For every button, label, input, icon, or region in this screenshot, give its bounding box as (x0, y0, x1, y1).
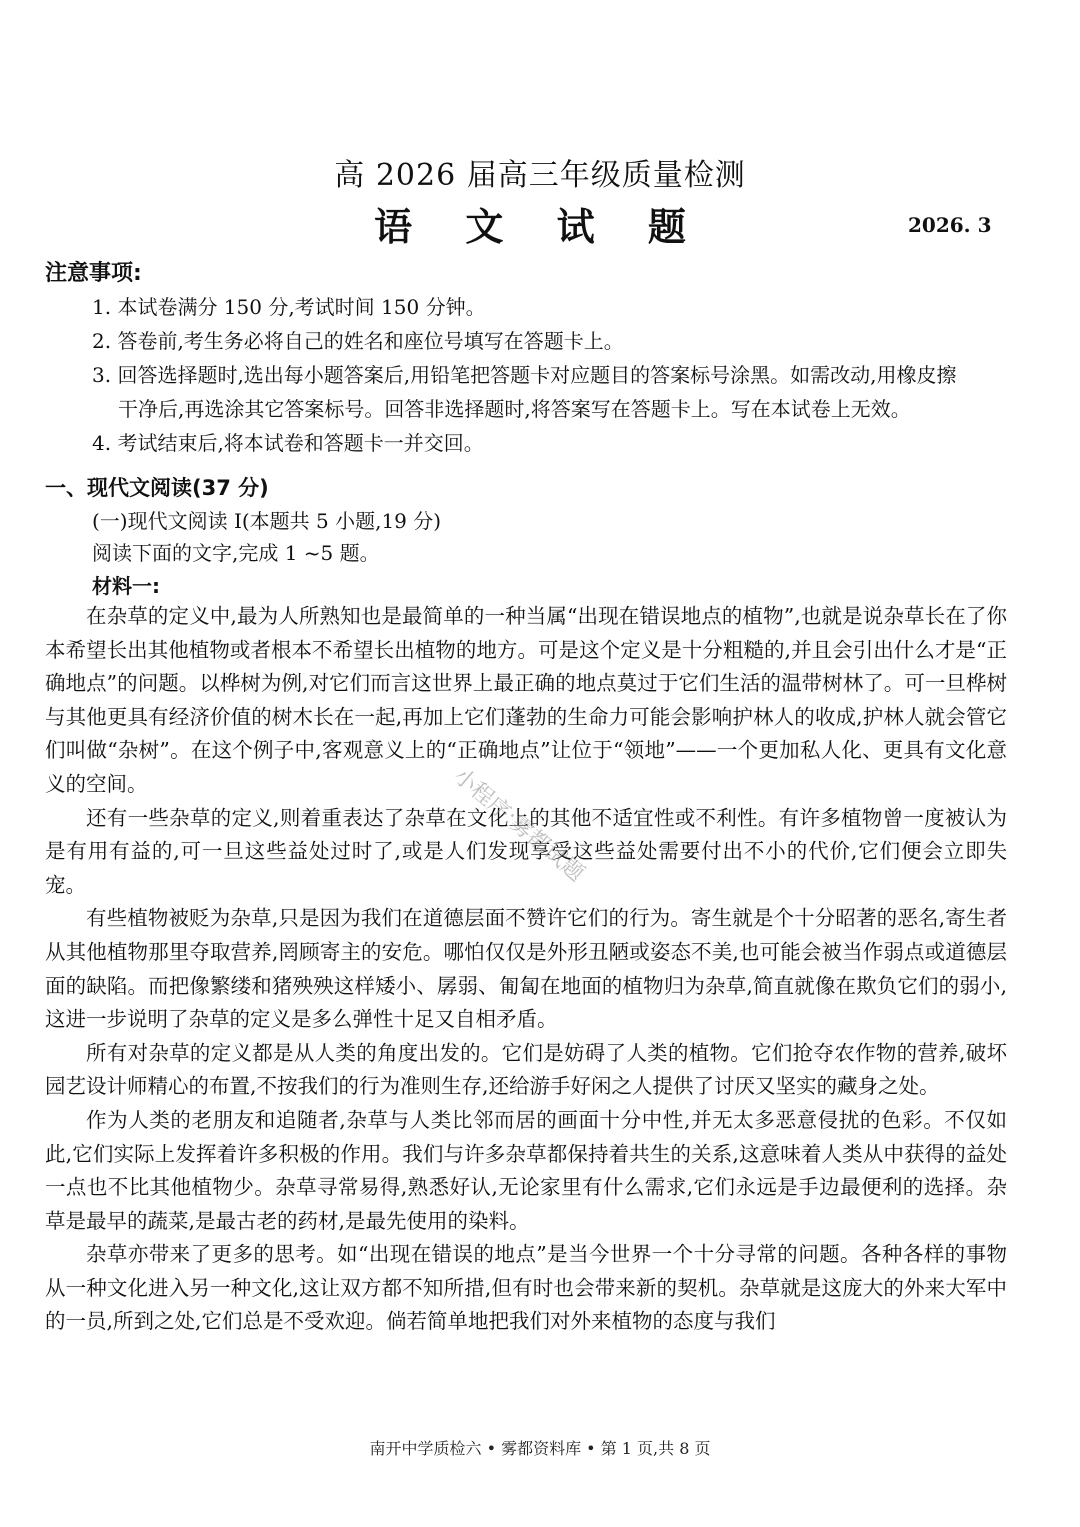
passage-paragraph: 还有一些杂草的定义,则着重表达了杂草在文化上的其他不适宜性或不利性。有许多植物曾一度被认为是有用有益的,可一旦这些益处过时了,或是人们发现享受这些益处需要付出不小的代价,它们便会立即失宠。 (45, 805, 1007, 897)
passage-paragraph: 杂草亦带来了更多的思考。如“出现在错误的地点”是当今世界一个十分寻常的问题。各种各样的事物从一种文化进入另一种文化,这让双方都不知所措,但有时也会带来新的契机。杂草就是这庞大的外来大军中的一员,所到之处,它们总是不受欢迎。倘若简单地把我们对外来植物的态度与我们 (45, 1242, 1007, 1334)
notice-item-text: 1. 本试卷满分 150 分,考试时间 150 分钟。 (92, 295, 486, 319)
notice-item-2 (92, 324, 1012, 358)
notice-item-text: 4. 考试结束后,将本试卷和答题卡一并交回。 (92, 431, 484, 455)
notice-item-text: 3. 回答选择题时,选出每小题答案后,用铅笔把答题卡对应题目的答案标号涂黑。如需改动,用橡皮擦 (92, 363, 957, 387)
notice-item-text: 2. 答卷前,考生务必将自己的姓名和座位号填写在答题卡上。 (92, 329, 624, 353)
watermark: 小程序:雾都试题 (448, 763, 589, 887)
notice-item-4 (92, 426, 1012, 460)
exam-date: 2026. 3 (908, 213, 992, 237)
reading-passage (45, 600, 1007, 1339)
notice-item-3 (92, 358, 1012, 426)
notice-item-1 (92, 290, 1012, 324)
notice-item-continuation: 干净后,再选涂其它答案标号。回答非选择题时,将答案写在答题卡上。写在本试卷上无效。 (118, 397, 911, 421)
passage-paragraph: 有些植物被贬为杂草,只是因为我们在道德层面不赞许它们的行为。寄生就是个十分昭著的恶名,寄生者从其他植物那里夺取营养,罔顾寄主的安危。哪怕仅仅是外形丑陋或姿态不美,也可能会被当作弱点或道德层面的缺陷。而把像繁缕和猪殃殃这样矮小、孱弱、匍匐在地面的植物归为杂草,简直就像在欺负它们的弱小,这进一步说明了杂草的定义是多么弹性十足又自相矛盾。 (45, 906, 1007, 1032)
subject-title: 语 文 试 题 (374, 204, 706, 249)
passage-paragraph: 作为人类的老朋友和追随者,杂草与人类比邻而居的画面十分中性,并无太多恶意侵扰的色彩。不仅如此,它们实际上发挥着许多积极的作用。我们与许多杂草都保持着共生的关系,这意味着人类从中获得的益处一点也不比其他植物少。杂草寻常易得,熟悉好认,无论家里有什么需求,它们永远是手边最便利的选择。杂草是最早的蔬菜,是最古老的药材,是最先使用的染料。 (45, 1107, 1007, 1233)
passage-paragraph: 在杂草的定义中,最为人所熟知也是最简单的一种当属“出现在错误地点的植物”,也就是说杂草长在了你本希望长出其他植物或者根本不希望长出植物的地方。可是这个定义是十分粗糙的,并且会引出什么才是“正确地点”的问题。以桦树为例,对它们而言这世界上最正确的地点莫过于它们生活的温带树林了。可一旦桦树与其他更具有经济价值的树木长在一起,再加上它们蓬勃的生命力可能会影响护林人的收成,护林人就会管它们叫做“杂树”。在这个例子中,客观意义上的“正确地点”让位于“领地”——一个更加私人化、更具有文化意义的空间。 (45, 604, 1007, 796)
notice-heading: 注意事项: (45, 261, 142, 286)
passage-paragraph: 所有对杂草的定义都是从人类的角度出发的。它们是妨碍了人类的植物。它们抢夺农作物的营养,破坏园艺设计师精心的布置,不按我们的行为准则生存,还给游手好闲之人提供了讨厌又坚实的藏身之处。 (45, 1040, 1007, 1099)
notice-list (92, 290, 1012, 460)
material-label: 材料一: (92, 574, 160, 598)
exam-title: 高 2026 届高三年级质量检测 (334, 158, 746, 193)
subsection-heading: (一)现代文阅读 I(本题共 5 小题,19 分) (92, 509, 442, 533)
section-heading: 一、现代文阅读(37 分) (45, 476, 269, 500)
subsection-block (92, 505, 441, 569)
page-footer: 南开中学质检六 • 雾都资料库 • 第 1 页,共 8 页 (369, 1439, 711, 1458)
reading-instruction: 阅读下面的文字,完成 1 ~5 题。 (92, 541, 380, 565)
